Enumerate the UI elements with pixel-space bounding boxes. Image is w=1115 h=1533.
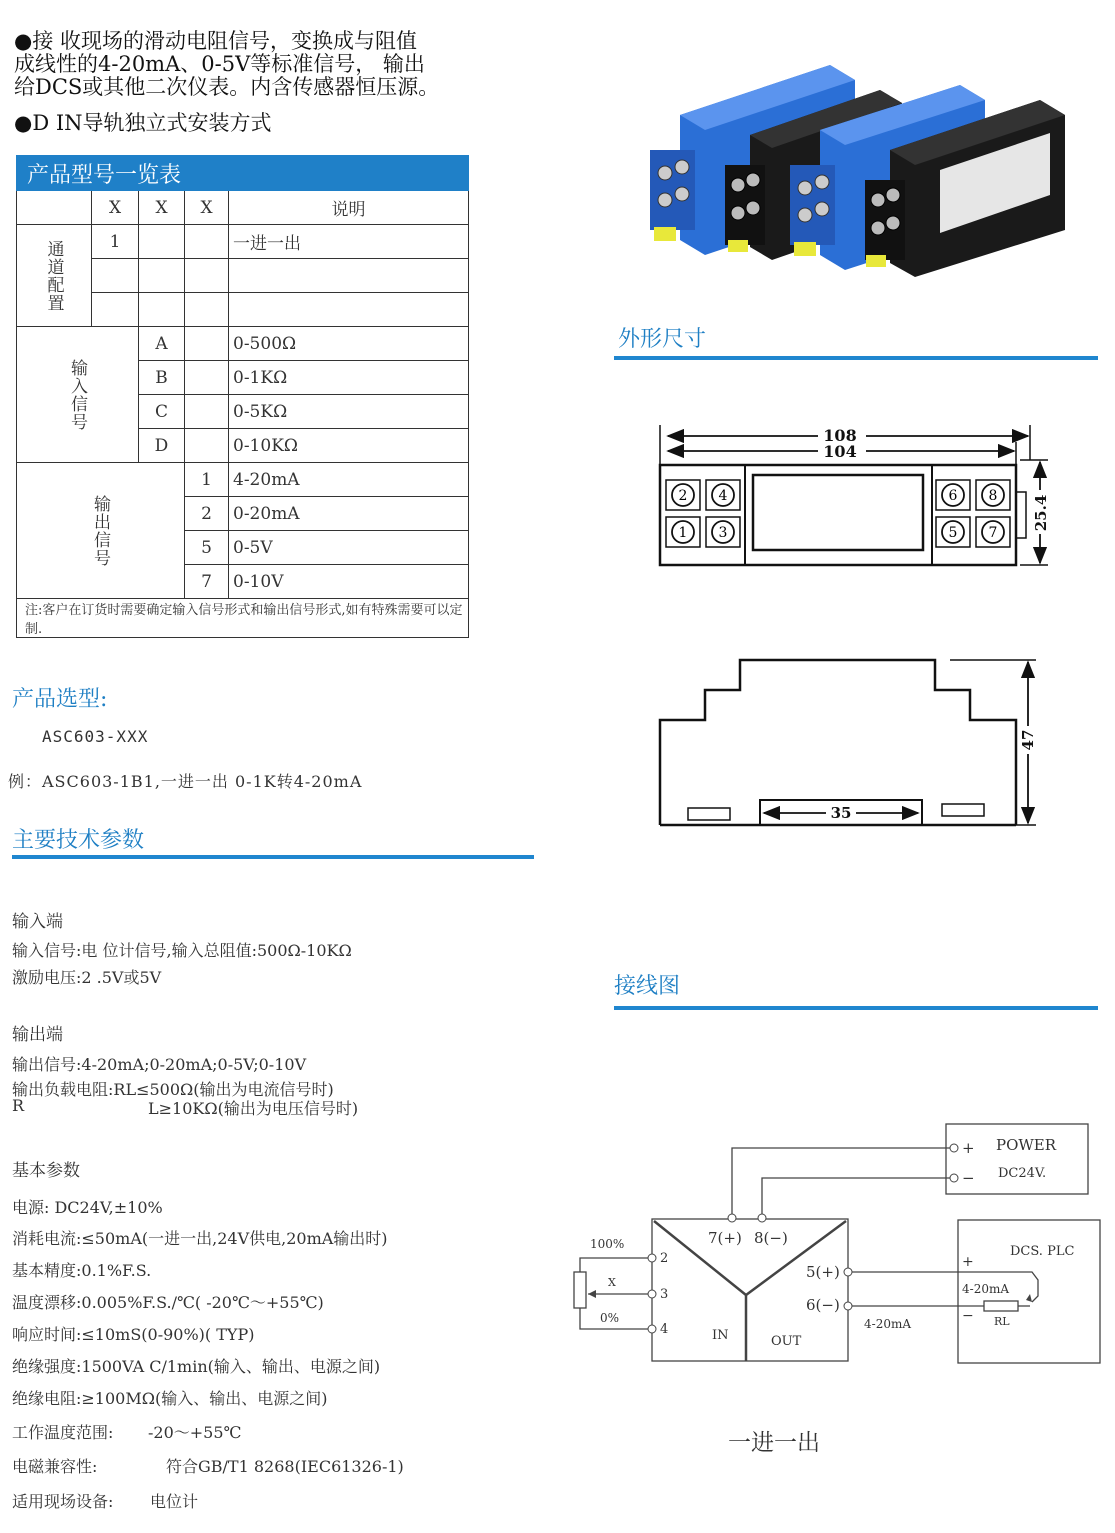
temp-value: -20～+55℃ xyxy=(148,1423,242,1442)
dimensions-divider xyxy=(614,356,1098,360)
terminal-number: 1 xyxy=(678,525,688,541)
terminal-8: 8(−) xyxy=(754,1229,788,1247)
output-heading: 输出端 xyxy=(12,1025,63,1045)
terminal-number: 2 xyxy=(678,488,688,504)
terminal-3: 3 xyxy=(660,1287,669,1302)
table-title: 产品型号一览表 xyxy=(17,156,469,191)
terminal-block-left xyxy=(666,480,740,547)
selection-model: ASC603-XXX xyxy=(42,727,149,746)
terminal-block-right xyxy=(936,480,1010,547)
table-cell: 0-1KΩ xyxy=(229,361,469,395)
dim-108-label: 108 xyxy=(823,426,857,445)
power-label: POWER xyxy=(996,1136,1057,1154)
table-header: X xyxy=(92,191,139,225)
specs-heading: 主要技术参数 xyxy=(12,828,145,853)
table-header: X xyxy=(139,191,185,225)
model-table xyxy=(16,155,469,638)
terminal-number: 7 xyxy=(988,525,998,541)
table-cell: C xyxy=(139,395,185,429)
dim-47-label: 47 xyxy=(1019,729,1037,751)
terminal-5: 5(+) xyxy=(806,1263,840,1281)
table-cell: 一进一出 xyxy=(229,225,469,259)
label-window xyxy=(753,475,923,550)
table-cell: D xyxy=(139,429,185,463)
wiring-diagram xyxy=(570,1110,1110,1380)
load-resistor xyxy=(984,1301,1018,1311)
terminal-number: 5 xyxy=(948,525,958,541)
terminal-7: 7(+) xyxy=(708,1229,742,1247)
power-plus: + xyxy=(962,1139,975,1157)
wiring-divider xyxy=(614,1006,1098,1010)
wiring-caption: 一进一出 xyxy=(728,1430,820,1456)
spec-line: 消耗电流:≤50mA(一进一出,24V供电,20mA输出时) xyxy=(12,1229,388,1248)
table-cell: B xyxy=(139,361,185,395)
table-cell: 1 xyxy=(185,463,229,497)
table-cell: 4-20mA xyxy=(229,463,469,497)
table-cell: 7 xyxy=(185,565,229,599)
table-cell: 1 xyxy=(92,225,139,259)
spec-line: 电源: DC24V,±10% xyxy=(12,1198,163,1217)
spec-line: 温度漂移:0.005%F.S./℃( -20℃～+55℃) xyxy=(12,1293,324,1312)
terminal-number: 3 xyxy=(718,525,728,541)
potentiometer xyxy=(574,1272,586,1308)
terminal-number: 6 xyxy=(948,488,958,504)
dcs-plus: + xyxy=(962,1254,974,1270)
intro-line: ●接 收现场的滑动电阻信号，变换成与阻值 xyxy=(14,29,417,53)
spec-line: 输入信号:电 位计信号,输入总阻值:500Ω-10KΩ xyxy=(12,941,352,960)
basic-heading: 基本参数 xyxy=(12,1161,80,1181)
device-label: 适用现场设备: xyxy=(12,1492,114,1511)
intro-line: 给DCS或其他二次仪表。内含传感器恒压源。 xyxy=(14,75,440,99)
dim-25-label: 25.4 xyxy=(1032,494,1050,532)
intro-line: ●D IN导轨独立式安装方式 xyxy=(14,111,272,135)
power-voltage: DC24V. xyxy=(998,1166,1047,1181)
specs-divider xyxy=(12,855,534,859)
input-heading: 输入端 xyxy=(12,912,63,932)
intro-line: 成线性的4-20mA、0-5V等标准信号， 输出 xyxy=(14,52,425,76)
spec-line: 输出负载电阻:RL≤500Ω(输出为电流信号时) xyxy=(12,1080,334,1099)
table-header: X xyxy=(185,191,229,225)
temp-label: 工作温度范围: xyxy=(12,1423,114,1442)
dim-35-label: 35 xyxy=(830,804,852,822)
emc-value: 符合GB/T1 8268(IEC61326-1) xyxy=(166,1457,404,1476)
dimensions-heading: 外形尺寸 xyxy=(618,327,707,352)
terminal-4: 4 xyxy=(660,1322,669,1337)
product-photo xyxy=(640,55,1080,285)
terminal-number: 8 xyxy=(988,488,998,504)
table-cell: 0-20mA xyxy=(229,497,469,531)
table-cell: 2 xyxy=(185,497,229,531)
table-cell: 0-5KΩ xyxy=(229,395,469,429)
pct-x: X xyxy=(608,1276,616,1289)
wiring-heading: 接线图 xyxy=(614,974,681,999)
in-label: IN xyxy=(712,1328,729,1343)
terminal-number: 4 xyxy=(718,488,728,504)
power-minus: − xyxy=(962,1169,975,1187)
out-label: OUT xyxy=(771,1334,802,1349)
spec-line: 绝缘电阻:≥100MΩ(输入、输出、电源之间) xyxy=(12,1389,328,1408)
input-group-label: 输入信号 xyxy=(17,327,139,463)
terminal-6: 6(−) xyxy=(806,1296,840,1314)
spec-line: R xyxy=(12,1096,25,1115)
dim-104-label: 104 xyxy=(823,442,857,461)
spec-line: 响应时间:≤10mS(0-90%)( TYP) xyxy=(12,1325,255,1344)
table-cell: 0-10KΩ xyxy=(229,429,469,463)
output-group-label: 输出信号 xyxy=(17,463,185,599)
spec-line: L≥10KΩ(输出为电压信号时) xyxy=(148,1099,359,1118)
spec-line: 激励电压:2 .5V或5V xyxy=(12,968,162,987)
table-note: 注:客户在订货时需要确定输入信号形式和输出信号形式,如有特殊需要可以定制. xyxy=(17,599,469,638)
spec-line: 输出信号:4-20mA;0-20mA;0-5V;0-10V xyxy=(12,1055,307,1074)
dcs-minus: − xyxy=(962,1308,974,1324)
emc-label: 电磁兼容性: xyxy=(12,1457,98,1476)
selection-heading: 产品选型: xyxy=(12,687,108,712)
channel-group-label: 通道配置 xyxy=(17,225,92,327)
table-header-blank xyxy=(17,191,92,225)
terminal-2: 2 xyxy=(660,1251,669,1266)
dimension-drawing xyxy=(640,420,1060,840)
dcs-current: 4-20mA xyxy=(962,1282,1010,1296)
pct-100: 100% xyxy=(590,1237,625,1251)
output-current-label: 4-20mA xyxy=(864,1317,912,1331)
table-cell: A xyxy=(139,327,185,361)
rl-label: RL xyxy=(994,1315,1010,1328)
device-value: 电位计 xyxy=(150,1492,199,1511)
table-header: 说明 xyxy=(229,191,469,225)
table-cell: 0-5V xyxy=(229,531,469,565)
pct-0: 0% xyxy=(600,1311,620,1325)
selection-example: 例：ASC603-1B1,一进一出 0-1K转4-20mA xyxy=(8,772,363,791)
table-cell: 5 xyxy=(185,531,229,565)
table-cell: 0-500Ω xyxy=(229,327,469,361)
spec-line: 绝缘强度:1500VA C/1min(输入、输出、电源之间) xyxy=(12,1357,381,1376)
spec-line: 基本精度:0.1%F.S. xyxy=(12,1261,152,1280)
table-cell: 0-10V xyxy=(229,565,469,599)
intro-text xyxy=(14,30,439,99)
dcs-label: DCS. PLC xyxy=(1010,1244,1075,1259)
